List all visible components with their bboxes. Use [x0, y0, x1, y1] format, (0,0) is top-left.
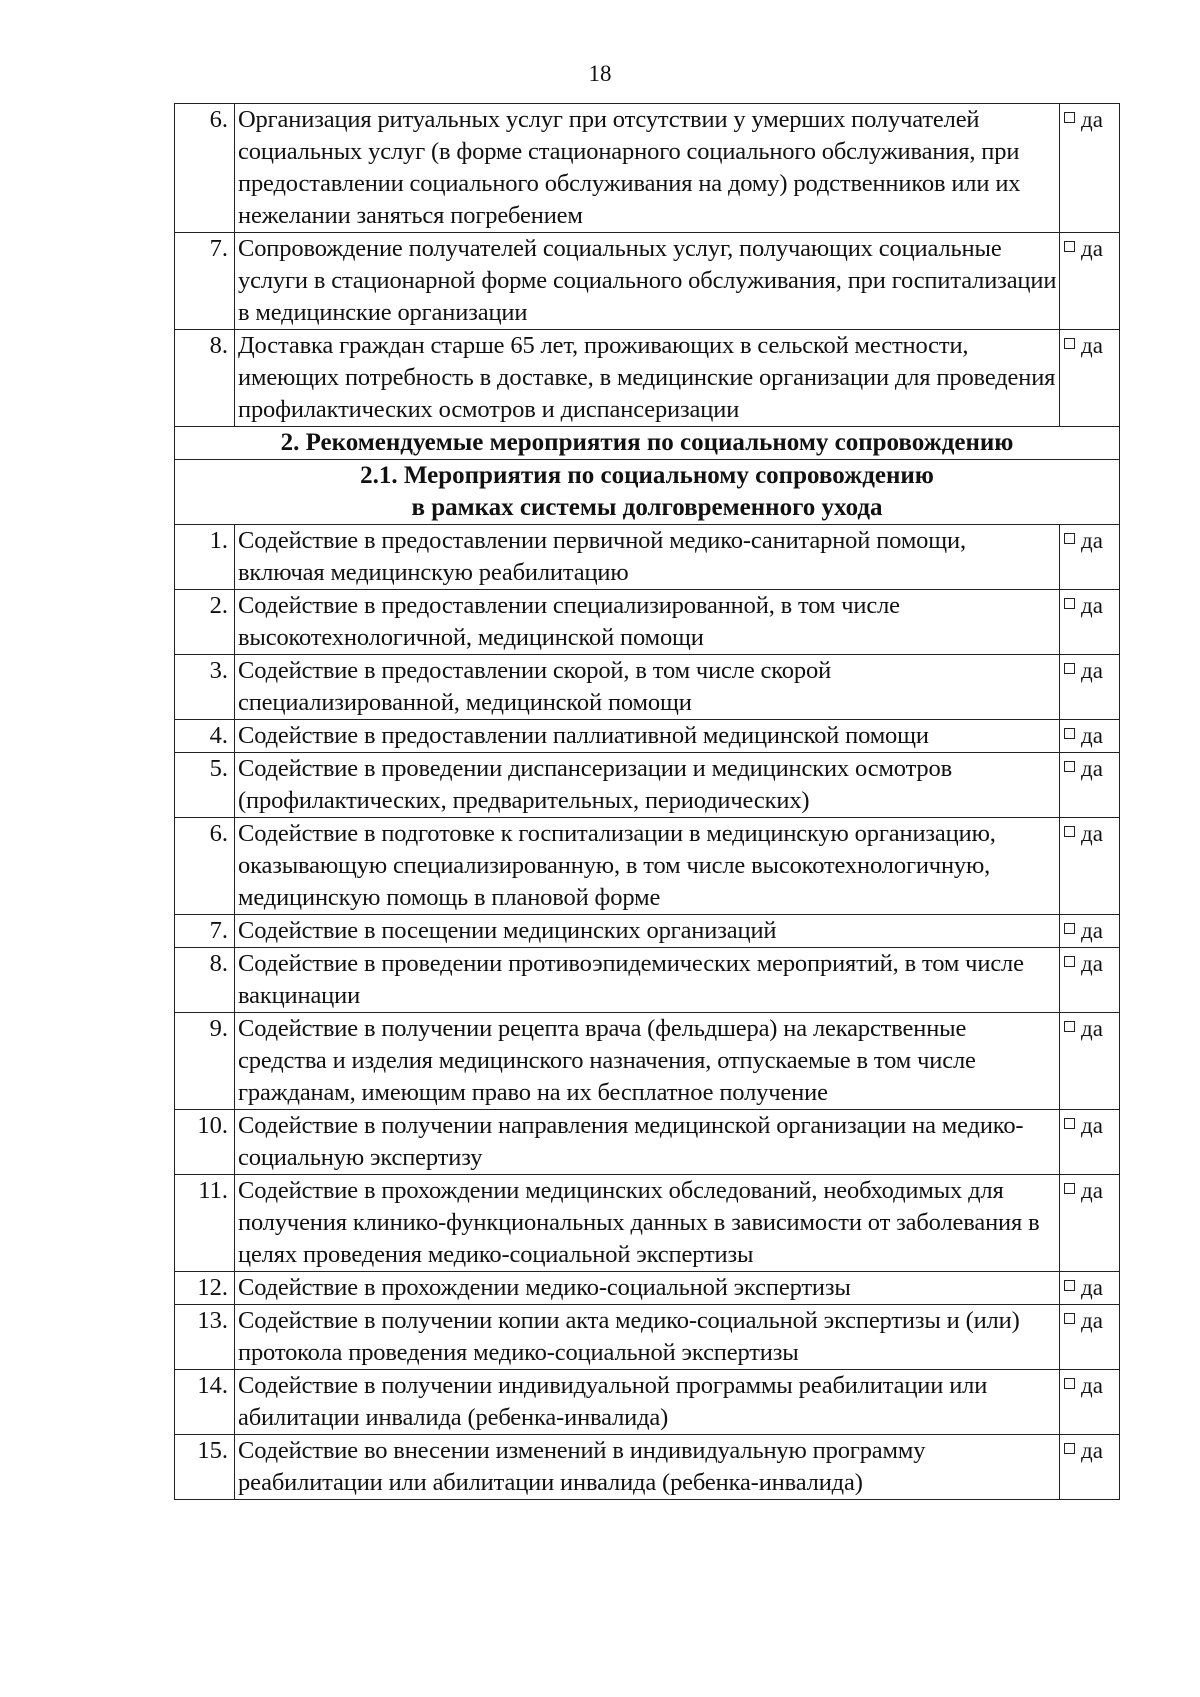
section-title-2: 2. Рекомендуемые мероприятия по социальному сопровождению — [175, 427, 1120, 460]
row-text: Организация ритуальных услуг при отсутствии у умерших получателей социальных услуг (в форме стационарного социального обслуживания, при предоставлении социального обслуживания на дому) родственников или их нежелании заняться погребением — [235, 104, 1060, 233]
row-number: 7. — [175, 233, 235, 330]
row-number: 5. — [175, 753, 235, 818]
row-text: Содействие в посещении медицинских организаций — [235, 915, 1060, 948]
row-checkbox-cell[interactable] — [1060, 948, 1120, 1013]
subsection-row — [175, 460, 1120, 525]
row-number: 1. — [175, 525, 235, 590]
section-title-2-1 — [175, 460, 1120, 525]
row-number: 3. — [175, 655, 235, 720]
checkbox-label: да — [1081, 1438, 1103, 1463]
row-checkbox-cell[interactable] — [1060, 1272, 1120, 1305]
checkbox-icon[interactable] — [1064, 1443, 1075, 1454]
section-title-2-1-line1: 2.1. Мероприятия по социальному сопровождению — [360, 462, 934, 489]
row-text: Содействие в предоставлении первичной медико-санитарной помощи, включая медицинскую реабилитацию — [235, 525, 1060, 590]
checkbox-label: да — [1081, 107, 1103, 132]
row-text: Содействие в проведении противоэпидемических мероприятий, в том числе вакцинации — [235, 948, 1060, 1013]
checkbox-icon[interactable] — [1064, 923, 1075, 934]
row-number: 14. — [175, 1370, 235, 1435]
row-number: 12. — [175, 1272, 235, 1305]
row-checkbox-cell[interactable] — [1060, 104, 1120, 233]
row-checkbox-cell[interactable] — [1060, 655, 1120, 720]
row-text: Содействие в получении рецепта врача (фельдшера) на лекарственные средства и изделия медицинского назначения, отпускаемые в том числе гражданам, имеющим право на их бесплатное получение — [235, 1013, 1060, 1110]
checkbox-label: да — [1081, 1113, 1103, 1138]
table-row — [175, 655, 1120, 720]
checkbox-icon[interactable] — [1064, 1378, 1075, 1389]
table-row — [175, 525, 1120, 590]
row-checkbox-cell[interactable] — [1060, 525, 1120, 590]
row-checkbox-cell[interactable] — [1060, 233, 1120, 330]
row-checkbox-cell[interactable] — [1060, 753, 1120, 818]
row-text: Содействие в предоставлении специализированной, в том числе высокотехнологичной, медицинской помощи — [235, 590, 1060, 655]
row-checkbox-cell[interactable] — [1060, 1435, 1120, 1500]
row-text: Содействие в проведении диспансеризации и медицинских осмотров (профилактических, предварительных, периодических) — [235, 753, 1060, 818]
page-number: 18 — [588, 61, 612, 86]
checkbox-label: да — [1081, 918, 1103, 943]
checkbox-label: да — [1081, 333, 1103, 358]
row-checkbox-cell[interactable] — [1060, 720, 1120, 753]
row-number: 6. — [175, 104, 235, 233]
table-row — [175, 720, 1120, 753]
row-text: Сопровождение получателей социальных услуг, получающих социальные услуги в стационарной форме социального обслуживания, при госпитализации в медицинские организации — [235, 233, 1060, 330]
row-checkbox-cell[interactable] — [1060, 1305, 1120, 1370]
checkbox-label: да — [1081, 951, 1103, 976]
row-number: 10. — [175, 1110, 235, 1175]
checkbox-icon[interactable] — [1064, 533, 1075, 544]
row-checkbox-cell[interactable] — [1060, 818, 1120, 915]
checkbox-icon[interactable] — [1064, 1021, 1075, 1032]
table-row — [175, 1370, 1120, 1435]
checkbox-icon[interactable] — [1064, 598, 1075, 609]
table-part-2 — [175, 525, 1120, 1500]
row-checkbox-cell[interactable] — [1060, 915, 1120, 948]
checkbox-label: да — [1081, 1373, 1103, 1398]
section-title-2-1-line2: в рамках системы долговременного ухода — [411, 494, 883, 521]
checkbox-icon[interactable] — [1064, 1183, 1075, 1194]
row-text: Содействие в подготовке к госпитализации в медицинскую организацию, оказывающую специализированную, в том числе высокотехнологичную, медицинскую помощь в плановой форме — [235, 818, 1060, 915]
checkbox-icon[interactable] — [1064, 728, 1075, 739]
table-row — [175, 233, 1120, 330]
row-text: Содействие в прохождении медико-социальной экспертизы — [235, 1272, 1060, 1305]
checkbox-label: да — [1081, 756, 1103, 781]
row-number: 13. — [175, 1305, 235, 1370]
row-checkbox-cell[interactable] — [1060, 1175, 1120, 1272]
checkbox-label: да — [1081, 821, 1103, 846]
checkbox-label: да — [1081, 1275, 1103, 1300]
checkbox-icon[interactable] — [1064, 112, 1075, 123]
checkbox-icon[interactable] — [1064, 663, 1075, 674]
table-row — [175, 1305, 1120, 1370]
checkbox-icon[interactable] — [1064, 1118, 1075, 1129]
row-checkbox-cell[interactable] — [1060, 330, 1120, 427]
table-row — [175, 818, 1120, 915]
row-number: 8. — [175, 948, 235, 1013]
checkbox-label: да — [1081, 528, 1103, 553]
row-checkbox-cell[interactable] — [1060, 1013, 1120, 1110]
table-row — [175, 104, 1120, 233]
section-headers — [175, 427, 1120, 525]
row-text: Доставка граждан старше 65 лет, проживающих в сельской местности, имеющих потребность в доставке, в медицинские организации для проведения профилактических осмотров и диспансеризации — [235, 330, 1060, 427]
table-row — [175, 1272, 1120, 1305]
table-row — [175, 590, 1120, 655]
table-row — [175, 753, 1120, 818]
table-row — [175, 915, 1120, 948]
checkbox-icon[interactable] — [1064, 1280, 1075, 1291]
table-row — [175, 948, 1120, 1013]
checkbox-icon[interactable] — [1064, 338, 1075, 349]
checkbox-icon[interactable] — [1064, 826, 1075, 837]
row-checkbox-cell[interactable] — [1060, 1370, 1120, 1435]
table-row — [175, 1110, 1120, 1175]
row-number: 4. — [175, 720, 235, 753]
row-checkbox-cell[interactable] — [1060, 590, 1120, 655]
table-part-1 — [175, 104, 1120, 427]
table-row — [175, 1435, 1120, 1500]
checkbox-icon[interactable] — [1064, 956, 1075, 967]
row-number: 6. — [175, 818, 235, 915]
checkbox-label: да — [1081, 658, 1103, 683]
table-row — [175, 1013, 1120, 1110]
row-number: 2. — [175, 590, 235, 655]
row-text: Содействие во внесении изменений в индивидуальную программу реабилитации или абилитации инвалида (ребенка-инвалида) — [235, 1435, 1060, 1500]
row-number: 9. — [175, 1013, 235, 1110]
row-text: Содействие в получении направления медицинской организации на медико-социальную экспертизу — [235, 1110, 1060, 1175]
checkbox-label: да — [1081, 723, 1103, 748]
row-text: Содействие в получении копии акта медико-социальной экспертизы и (или) протокола проведения медико-социальной экспертизы — [235, 1305, 1060, 1370]
checkbox-label: да — [1081, 1308, 1103, 1333]
measures-table — [174, 103, 1120, 1500]
checkbox-icon[interactable] — [1064, 241, 1075, 252]
checkbox-label: да — [1081, 1016, 1103, 1041]
row-number: 7. — [175, 915, 235, 948]
table-row — [175, 330, 1120, 427]
checkbox-icon[interactable] — [1064, 761, 1075, 772]
row-number: 15. — [175, 1435, 235, 1500]
checkbox-label: да — [1081, 236, 1103, 261]
checkbox-label: да — [1081, 1178, 1103, 1203]
row-number: 8. — [175, 330, 235, 427]
checkbox-icon[interactable] — [1064, 1313, 1075, 1324]
row-number: 11. — [175, 1175, 235, 1272]
table-row — [175, 1175, 1120, 1272]
section-row — [175, 427, 1120, 460]
row-text: Содействие в предоставлении скорой, в том числе скорой специализированной, медицинской помощи — [235, 655, 1060, 720]
checkbox-label: да — [1081, 593, 1103, 618]
row-text: Содействие в прохождении медицинских обследований, необходимых для получения клинико-функциональных данных в зависимости от заболевания в целях проведения медико-социальной экспертизы — [235, 1175, 1060, 1272]
row-text: Содействие в получении индивидуальной программы реабилитации или абилитации инвалида (ребенка-инвалида) — [235, 1370, 1060, 1435]
row-text: Содействие в предоставлении паллиативной медицинской помощи — [235, 720, 1060, 753]
row-checkbox-cell[interactable] — [1060, 1110, 1120, 1175]
